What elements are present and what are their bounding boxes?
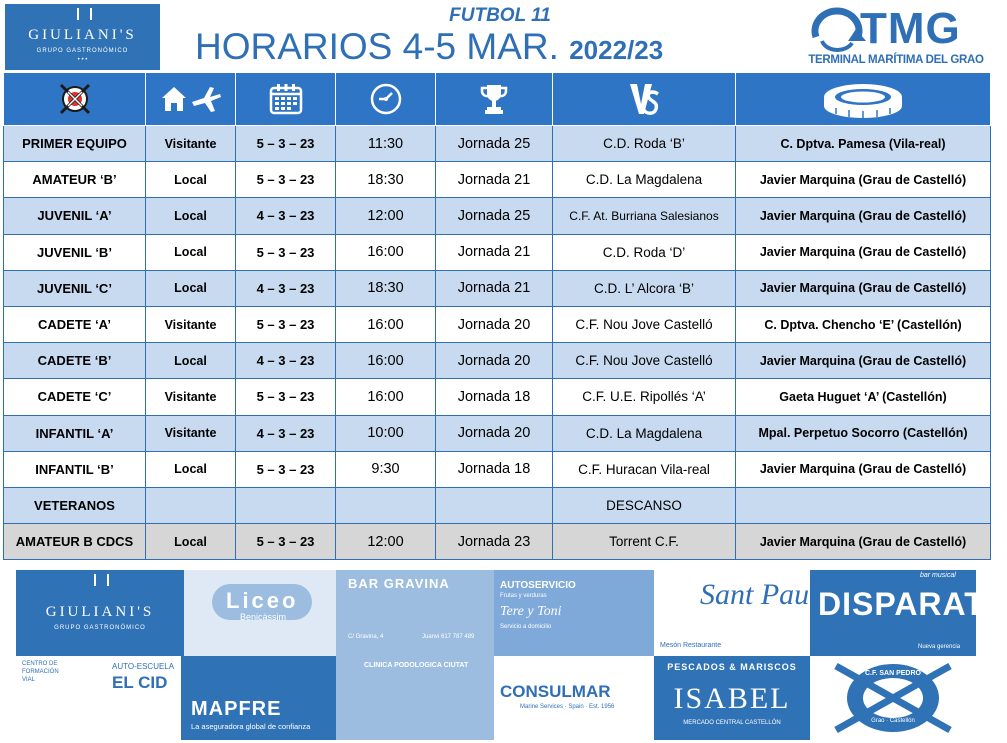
col-venue-header <box>146 73 236 126</box>
time-cell: 10:00 <box>336 415 436 451</box>
date-cell: 4 – 3 – 23 <box>236 270 336 306</box>
schedule-body <box>4 126 991 560</box>
venue-cell: Local <box>146 234 236 270</box>
tmg-letters: TMG <box>860 4 961 53</box>
tmg-swirl-icon <box>808 7 866 55</box>
round-cell <box>436 487 553 523</box>
team-cell: CADETE ‘C’ <box>4 379 146 415</box>
sponsor-el-cid <box>16 656 181 740</box>
round-cell: Jornada 23 <box>436 524 553 560</box>
table-row <box>4 524 991 560</box>
round-cell: Jornada 18 <box>436 379 553 415</box>
calendar-icon <box>269 83 303 115</box>
giulianis-name: GIULIANI'S <box>28 27 137 43</box>
clock-icon <box>369 82 403 116</box>
sponsor-liceo <box>184 570 336 656</box>
sponsor-bar-gravina-name: BAR GRAVINA <box>348 576 450 591</box>
col-round-header <box>436 73 553 126</box>
venue-cell: Local <box>146 343 236 379</box>
sponsor-bar-gravina-phone: Juanvi 617 787 489 <box>422 634 475 640</box>
rival-cell: Torrent C.F. <box>553 524 736 560</box>
round-cell: Jornada 21 <box>436 234 553 270</box>
team-cell: JUVENIL ‘C’ <box>4 270 146 306</box>
team-cell: VETERANOS <box>4 487 146 523</box>
giulianis-bars-icon <box>77 8 92 20</box>
rival-cell: C.D. L’ Alcora ‘B’ <box>553 270 736 306</box>
date-cell: 5 – 3 – 23 <box>236 451 336 487</box>
venue-cell <box>146 487 236 523</box>
sponsor-disparate-tag: bar musical <box>920 572 956 579</box>
table-row <box>4 343 991 379</box>
sponsor-mapfre-name: MAPFRE <box>191 698 282 720</box>
date-cell: 5 – 3 – 23 <box>236 162 336 198</box>
time-cell: 16:00 <box>336 306 436 342</box>
table-row <box>4 270 991 306</box>
date-cell: 5 – 3 – 23 <box>236 524 336 560</box>
time-cell <box>336 487 436 523</box>
season-label: 2022/23 <box>569 35 664 65</box>
sponsor-bar-gravina-address: C/ Gravina, 4 <box>348 634 384 640</box>
time-cell: 9:30 <box>336 451 436 487</box>
time-cell: 11:30 <box>336 126 436 162</box>
giulianis-dots: • • • <box>77 57 88 63</box>
col-field-header <box>736 73 991 126</box>
time-cell: 12:00 <box>336 524 436 560</box>
giulianis-logo <box>5 4 160 70</box>
table-row <box>4 451 991 487</box>
sponsor-disparate-name: DISPARATE <box>818 586 1007 622</box>
round-cell: Jornada 18 <box>436 451 553 487</box>
field-cell: Gaeta Huguet ‘A’ (Castellón) <box>736 379 991 415</box>
sponsor-disparate <box>810 570 1007 656</box>
venue-cell: Visitante <box>146 379 236 415</box>
sponsors-banner <box>16 570 1007 740</box>
date-cell: 5 – 3 – 23 <box>236 126 336 162</box>
sponsor-el-cid-name: EL CID <box>112 673 168 692</box>
rival-cell: C.F. Nou Jove Castelló <box>553 343 736 379</box>
table-row <box>4 198 991 234</box>
time-cell: 12:00 <box>336 198 436 234</box>
time-cell: 16:00 <box>336 379 436 415</box>
table-row <box>4 487 991 523</box>
venue-cell: Visitante <box>146 126 236 162</box>
sponsor-clinica <box>336 656 494 740</box>
sponsor-sant-pau <box>654 570 810 656</box>
rival-cell: DESCANSO <box>553 487 736 523</box>
team-cell: JUVENIL ‘B’ <box>4 234 146 270</box>
page-header <box>0 0 995 72</box>
sponsor-el-cid-centro: CENTRO DE FORMACIÓN VIAL <box>22 661 59 683</box>
field-cell: Javier Marquina (Grau de Castelló) <box>736 343 991 379</box>
rival-cell: C.F. U.E. Ripollés ‘A’ <box>553 379 736 415</box>
col-team-header <box>4 73 146 126</box>
venue-cell: Local <box>146 198 236 234</box>
table-row <box>4 162 991 198</box>
field-cell <box>736 487 991 523</box>
tmg-logo <box>800 4 990 70</box>
trophy-icon <box>479 82 509 116</box>
sponsor-giulianis-sub: GRUPO GASTRONÓMICO <box>54 625 146 631</box>
field-cell: Javier Marquina (Grau de Castelló) <box>736 270 991 306</box>
sponsor-mapfre-slogan: La aseguradora global de confianza <box>191 722 311 731</box>
sponsor-mapfre <box>181 656 336 740</box>
field-cell: Mpal. Perpetuo Socorro (Castellón) <box>736 415 991 451</box>
date-cell: 4 – 3 – 23 <box>236 198 336 234</box>
rival-cell: C.D. Roda ‘B’ <box>553 126 736 162</box>
rival-cell: C.F. At. Burriana Salesianos <box>553 198 736 234</box>
schedule-table <box>3 72 991 560</box>
date-cell <box>236 487 336 523</box>
date-cell: 5 – 3 – 23 <box>236 234 336 270</box>
sponsor-autoservicio-sub: Frutas y verduras <box>500 593 547 599</box>
time-cell: 18:30 <box>336 162 436 198</box>
team-cell: CADETE ‘A’ <box>4 306 146 342</box>
field-cell: Javier Marquina (Grau de Castelló) <box>736 451 991 487</box>
round-cell: Jornada 20 <box>436 343 553 379</box>
time-cell: 16:00 <box>336 343 436 379</box>
field-cell: Javier Marquina (Grau de Castelló) <box>736 524 991 560</box>
sponsor-sant-pau-name: Sant Pau <box>700 578 810 611</box>
sponsor-consulmar-name: CONSULMAR <box>500 682 611 701</box>
field-cell: Javier Marquina (Grau de Castelló) <box>736 234 991 270</box>
field-cell: Javier Marquina (Grau de Castelló) <box>736 198 991 234</box>
sponsor-isabel-top: PESCADOS & MARISCOS <box>667 662 797 672</box>
col-rival-header <box>553 73 736 126</box>
sponsor-giulianis <box>16 570 184 656</box>
round-cell: Jornada 25 <box>436 126 553 162</box>
field-cell: C. Dptva. Pamesa (Vila-real) <box>736 126 991 162</box>
round-cell: Jornada 20 <box>436 306 553 342</box>
page-title <box>195 26 663 68</box>
sponsor-isabel <box>654 656 810 740</box>
team-cell: AMATEUR ‘B’ <box>4 162 146 198</box>
date-cell: 5 – 3 – 23 <box>236 379 336 415</box>
giulianis-subtitle: GRUPO GASTRONÓMICO <box>36 48 129 54</box>
time-cell: 18:30 <box>336 270 436 306</box>
rival-cell: C.D. La Magdalena <box>553 162 736 198</box>
field-cell: C. Dptva. Chencho ‘E’ (Castellón) <box>736 306 991 342</box>
sponsor-disparate-sub: Nueva gerencia <box>918 644 961 650</box>
sponsor-autoservicio-name: AUTOSERVICIO <box>500 580 576 591</box>
sponsor-consulmar <box>494 656 654 740</box>
venue-cell: Local <box>146 270 236 306</box>
venue-cell: Visitante <box>146 415 236 451</box>
stadium-icon <box>821 79 905 119</box>
venue-cell: Local <box>146 451 236 487</box>
team-cell: INFANTIL ‘A’ <box>4 415 146 451</box>
table-row <box>4 126 991 162</box>
col-time-header <box>336 73 436 126</box>
field-cell: Javier Marquina (Grau de Castelló) <box>736 162 991 198</box>
title-text: HORARIOS 4-5 MAR. <box>195 26 559 67</box>
venue-cell: Local <box>146 524 236 560</box>
home-plane-icon <box>160 84 222 114</box>
sponsor-cf-san-pedro-name: C.F. SAN PEDRO <box>864 670 921 677</box>
tmg-subtitle: TERMINAL MARÍTIMA DEL GRAO <box>808 54 984 66</box>
sponsor-cf-san-pedro-sub: Grao · Castellón <box>871 718 915 724</box>
sponsor-clinica-name: CLINICA PODOLOGICA CIUTAT <box>364 662 469 669</box>
time-cell: 16:00 <box>336 234 436 270</box>
team-cell: PRIMER EQUIPO <box>4 126 146 162</box>
sponsor-el-cid-label: AUTO-ESCUELA <box>112 662 175 671</box>
table-row <box>4 379 991 415</box>
date-cell: 4 – 3 – 23 <box>236 343 336 379</box>
team-cell: INFANTIL ‘B’ <box>4 451 146 487</box>
table-header-row <box>4 73 991 126</box>
sponsor-liceo-name: Liceo <box>226 588 299 613</box>
rival-cell: C.D. Roda ‘D’ <box>553 234 736 270</box>
venue-cell: Visitante <box>146 306 236 342</box>
sponsor-bar-gravina <box>336 570 494 656</box>
sponsor-autoservicio-owners: Tere y Toni <box>500 604 562 619</box>
category-label: FUTBOL 11 <box>449 5 551 26</box>
sponsor-giulianis-name: GIULIANI'S <box>45 604 155 620</box>
rival-cell: C.F. Huracan Vila-real <box>553 451 736 487</box>
versus-icon <box>628 82 660 116</box>
col-date-header <box>236 73 336 126</box>
date-cell: 5 – 3 – 23 <box>236 306 336 342</box>
rival-cell: C.D. La Magdalena <box>553 415 736 451</box>
rival-cell: C.F. Nou Jove Castelló <box>553 306 736 342</box>
table-row <box>4 415 991 451</box>
team-cell: AMATEUR B CDCS <box>4 524 146 560</box>
team-cell: CADETE ‘B’ <box>4 343 146 379</box>
sponsor-autoservicio-tag: Servicio a domicilio <box>500 624 552 630</box>
giulianis-bars-icon <box>94 574 109 586</box>
venue-cell: Local <box>146 162 236 198</box>
team-cell: JUVENIL ‘A’ <box>4 198 146 234</box>
sponsor-isabel-name: ISABEL <box>673 682 791 715</box>
round-cell: Jornada 21 <box>436 162 553 198</box>
sponsor-autoservicio <box>494 570 654 656</box>
sponsor-isabel-bottom: MERCADO CENTRAL CASTELLÓN <box>683 720 781 726</box>
table-row <box>4 234 991 270</box>
sponsor-cf-san-pedro <box>810 656 976 740</box>
sponsor-consulmar-sub: Marine Services · Spain · Est. 1956 <box>520 704 615 710</box>
date-cell: 4 – 3 – 23 <box>236 415 336 451</box>
table-row <box>4 306 991 342</box>
club-crest-icon <box>57 81 93 117</box>
sponsor-sant-pau-sub: Mesón Restaurante <box>660 642 722 649</box>
round-cell: Jornada 21 <box>436 270 553 306</box>
sponsor-liceo-sub: Benicàssim <box>240 612 287 622</box>
round-cell: Jornada 20 <box>436 415 553 451</box>
round-cell: Jornada 25 <box>436 198 553 234</box>
